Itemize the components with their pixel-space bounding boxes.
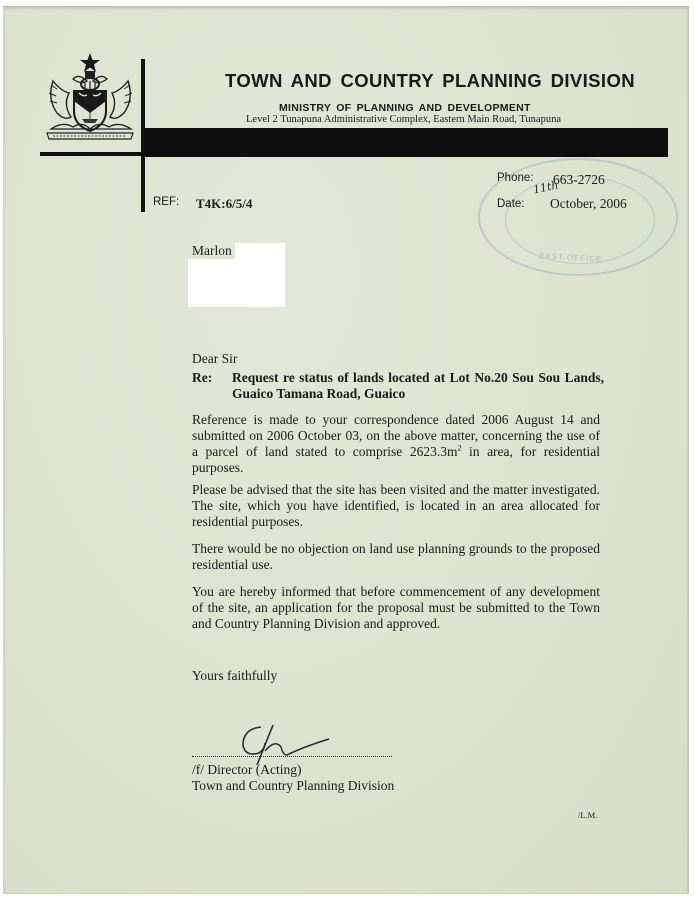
paragraph-site-visit: Please be advised that the site has been visited and the matter investigated. The site, which you have identified, is located in an area allocated for residential purposes. [192,482,600,529]
date-value: October, 2006 [550,196,627,211]
ref-label: REF: [153,196,180,208]
office-address: Level 2 Tunapuna Administrative Complex, Eastern Main Road, Tunapuna [246,114,561,125]
paragraph-application-required: You are hereby informed that before commencement of any development of the site, an application for the proposal must be submitted to the Town and Country Planning Division and approved. [192,584,600,631]
signature-line [192,756,392,757]
phone-value: 663-2726 [553,172,605,187]
organization-title: TOWN AND COUNTRY PLANNING DIVISION [225,70,635,91]
paragraph-reference [192,412,600,476]
paragraph-text: in area, for residential purposes. [192,444,600,475]
ministry-name: MINISTRY OF PLANNING AND DEVELOPMENT [279,102,531,114]
received-stamp-inner-ring [505,176,655,264]
date-handwritten-day: 11th [531,178,560,197]
recipient-name: Marlon [192,243,232,258]
ref-value: T4K:6/5/4 [196,196,253,211]
signatory-organization: Town and Country Planning Division [192,778,395,793]
letter-page [3,6,689,894]
subject-line: Request re status of lands located at Lot No.20 Sou Sou Lands, Guaico Tamana Road, Guaico [232,370,604,401]
paragraph-no-objection: There would be no objection on land use planning grounds to the proposed residential use. [192,541,600,572]
signatory-title: /f/ Director (Acting) [192,762,302,777]
area-superscript: 2 [457,443,462,453]
redaction-box [235,243,285,259]
paragraph-text: Reference is made to your correspondence dated 2006 August 14 and submitted on 2006 October 03, on the above matter, concerning the use of a parcel of land stated to comprise 2623.3m [192,412,600,459]
salutation: Dear Sir [192,351,238,366]
closing: Yours faithfully [192,668,278,683]
subject-label: Re: [192,370,213,385]
coat-of-arms-icon [43,51,138,143]
phone-label: Phone: [497,172,534,184]
redaction-box [188,259,285,307]
date-label: Date: [497,198,525,210]
typist-initials: /L.M. [578,810,598,820]
letterhead-horizontal-rule [40,152,144,156]
signatory-block [192,762,394,794]
letterhead-black-band [144,128,668,157]
handwritten-signature [231,721,331,766]
stamp-text: EAST OFFICE [538,251,603,264]
